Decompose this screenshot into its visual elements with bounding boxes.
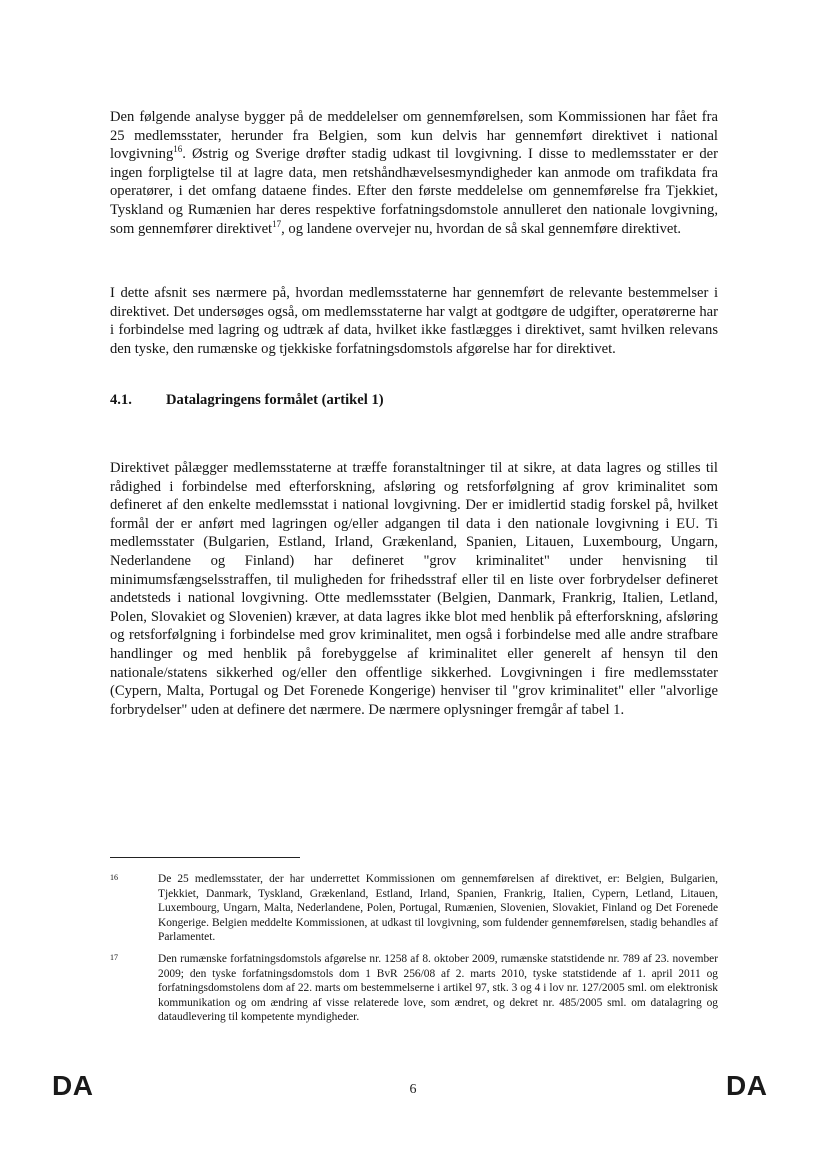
footnote-number: 16 (110, 873, 118, 882)
paragraph-text: . Østrig og Sverige drøfter stadig udkast til lovgivning. I disse to medlemsstater er der ingen forpligtelse til at lagre data, men retshåndhævelsesmyndigheder kan anmode om trafikdata fra operatører, i det omfang dataene findes. Efter den første meddelelse om gennemførelse fra Tjekkiet, Tyskland og Rumænien har deres respektive forfatningsdomstole annulleret den nationale lovgivning, som gennemfører direktivet (110, 146, 718, 237)
footnote-16 (110, 872, 718, 945)
paragraph-text: Den følgende analyse bygger på de meddelelser om gennemførelsen, som Kommissionen har fået fra 25 medlemsstater, herunder fra Belgien, som kun delvis har gennemført direktivet i national lovgivning (110, 109, 718, 163)
footnote-ref-16: 16 (173, 144, 183, 155)
section-heading (110, 392, 718, 409)
intro-paragraph (110, 108, 718, 238)
section-number: 4.1. (110, 392, 132, 408)
footnote-ref-17: 17 (272, 218, 282, 229)
footnote-text: Den rumænske forfatningsdomstols afgørelse nr. 1258 af 8. oktober 2009, rumænske statstidende nr. 789 af 23. november 2009; den tyske forfatningsdomstols dom 1 BvR 256/08 af 2. marts 2010, tyske statstidende af 1. april 2011 og forfatningsdomstolens dom af 22. marts om bestemmelserne i artikel 97, stk. 3 og 4 i lov nr. 127/2005 sml. om elektronisk kommunikation og om ændring af visse relaterede love, som ændret, og dekret nr. 485/2005 sml. om datalagring og dataudlevering til kompetente myndigheder. (158, 953, 718, 1024)
section-title: Datalagringens formålet (artikel 1) (166, 392, 384, 408)
section-overview-paragraph: I dette afsnit ses nærmere på, hvordan medlemsstaterne har gennemført de relevante bestemmelser i direktivet. Det undersøges også, om medlemsstaterne har valgt at godtgøre de udgifter, operatørerne har i forbindelse med lagring og udtræk af data, hvilket ikke fastlægges i direktivet, samt hvilken relevans den tyske, den rumænske og tjekkiske forfatningsdomstols afgørelse har for direktivet. (110, 285, 718, 357)
footnote-number: 17 (110, 953, 118, 962)
paragraph-text: , og landene overvejer nu, hvordan de så skal gennemføre direktivet. (281, 220, 682, 237)
language-code-right: DA (726, 1070, 768, 1101)
language-code-left: DA (52, 1070, 94, 1101)
footnote-17 (110, 952, 718, 1025)
purpose-paragraph: Direktivet pålægger medlemsstaterne at træffe foranstaltninger til at sikre, at data lagres og stilles til rådighed i forbindelse med efterforskning, afsløring og retsforfølgning af grov kriminalitet som defineret af den enkelte medlemsstat i national lovgivning. Der er imidlertid stadig forskel på, hvilket formål der er anført med lagringen og/eller adgangen til data i den nationale lovgivning i EU. Ti medlemsstater (Bulgarien, Estland, Irland, Grækenland, Spanien, Litauen, Luxembourg, Ungarn, Nederlandene og Finland) har defineret "grov kriminalitet" under henvisning til minimumsfængselsstraffen, til muligheden for frihedsstraf eller til en liste over forbrydelser defineret andetsteds i national lovgivning. Otte medlemsstater (Belgien, Danmark, Frankrig, Italien, Letland, Polen, Slovakiet og Slovenien) kræver, at data lagres ikke blot med henblik på efterforskning, afsløring og retsforfølgning i forbindelse med grov kriminalitet, men også i forbindelse med alle andre strafbare handlinger og med henblik på forebyggelse af kriminalitet eller generelt af hensyn til den nationale/statens sikkerhed og/eller den offentlige sikkerhed. Lovgivningen i fire medlemsstater (Cypern, Malta, Portugal og Det Forenede Kongerige) henviser til "grov kriminalitet" eller "alvorlige forbrydelser" uden at definere det nærmere. De nærmere oplysninger fremgår af tabel 1. (110, 460, 718, 718)
page-number: 6 (409, 1082, 417, 1097)
footnote-divider (110, 857, 300, 858)
footnote-text: De 25 medlemsstater, der har underrettet Kommissionen om gennemførelsen af direktivet, er: Belgien, Bulgarien, Tjekkiet, Danmark, Tyskland, Grækenland, Estland, Irland, Spanien, Frankrig, Italien, Cypern, Letland, Litauen, Luxembourg, Ungarn, Malta, Nederlandene, Polen, Portugal, Rumænien, Slovenien, Slovakiet, Finland og Det Forenede Kongerige. Belgien meddelte Kommissionen, at udkast til lovgivning, som fuldender gennemførelsen, stadig behandles af Parlamentet. (158, 873, 718, 944)
